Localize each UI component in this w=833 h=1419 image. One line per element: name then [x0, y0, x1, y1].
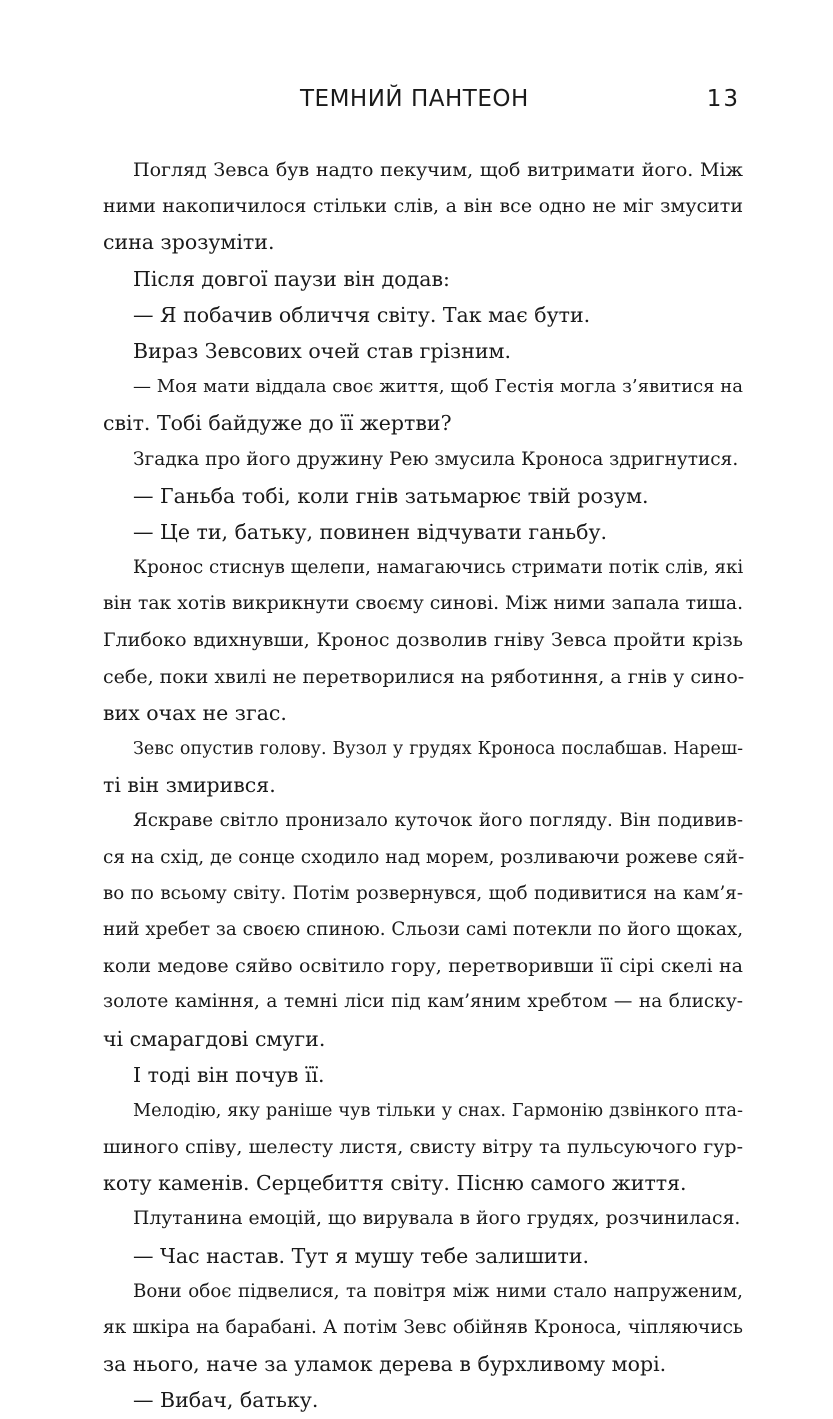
- text-line: — Це ти, батьку, повинен відчувати ганьбу.: [133, 519, 608, 544]
- text-line: ними накопичилося стільки слів, а він все одно не міг змусити: [103, 195, 743, 218]
- text-line: себе, поки хвилі не перетворилися на рябoтиння, а гнів у сино-: [103, 665, 745, 688]
- text-line: Вони обоє підвелися, та повітря між ними стало напруженим,: [133, 1280, 743, 1302]
- text-line: він так хотів викрикнути своєму синові. Між ними запала тиша.: [103, 593, 744, 615]
- text-line: Після довгої паузи він додав:: [133, 266, 450, 291]
- text-line: шиного співу, шелесту листя, свисту вітру та пульсуючого гур-: [103, 1136, 743, 1159]
- text-line: Зевс опустив голову. Вузол у грудях Кроноса послабшав. Нареш-: [133, 739, 743, 759]
- text-line: вих очах не згас.: [103, 700, 287, 725]
- text-line: — Вибач, батьку.: [133, 1388, 319, 1413]
- text-line: Яскраве світло пронизало куточок його погляду. Він подивив-: [133, 810, 743, 832]
- text-line: — Час настав. Тут я мушу тебе залишити.: [133, 1243, 590, 1268]
- text-line: — Моя мати віддала своє життя, щоб Гестія могла з’явитися на: [133, 376, 743, 398]
- text-line: Глибоко вдихнувши, Кронос дозволив гніву Зевса пройти крізь: [103, 629, 743, 652]
- running-head: [300, 86, 740, 116]
- text-line: коту каменів. Серцебиття світу. Пісню самого життя.: [103, 1171, 687, 1196]
- text-line: во по всьому світу. Потім розвернувся, щоб подивитися на кам’я-: [103, 882, 743, 904]
- text-line: Кронос стиснув щелепи, намагаючись стримати потік слів, які: [133, 557, 744, 579]
- text-line: коли медове сяйво освітило гору, перетворивши її сірі скелі на: [103, 955, 743, 978]
- text-line: чі смарагдові смуги.: [103, 1026, 326, 1051]
- text-line: ті він змирився.: [103, 773, 276, 798]
- body-text: [103, 152, 743, 1419]
- text-line: — Я побачив обличчя світу. Так має бути.: [133, 302, 591, 327]
- text-line: Погляд Зевса був надто пекучим, щоб витримати його. Між: [133, 159, 743, 181]
- text-line: І тоді він почув її.: [133, 1062, 325, 1087]
- text-line: Мелодію, яку раніше чув тільки у снах. Гармонію дзвінкого пта-: [133, 1100, 743, 1121]
- text-line: як шкіра на барабані. А потім Зевс обійняв Кроноса, чіпляючись: [103, 1317, 743, 1338]
- page-number: 13: [706, 86, 740, 112]
- text-line: сина зрозуміти.: [103, 230, 275, 255]
- text-line: — Ганьба тобі, коли гнів затьмарює твій розум.: [133, 483, 649, 508]
- text-line: Вираз Зевсових очей став грізним.: [133, 338, 512, 363]
- text-line: ний хребет за своєю спиною. Сльози самі потекли по його щоках,: [103, 918, 743, 940]
- text-line: світ. Тобі байдуже до її жертви?: [103, 411, 452, 436]
- text-line: ся на схід, де сонце сходило над морем, розливаючи рожеве сяй-: [103, 846, 745, 868]
- text-line: золоте каміння, а темні ліси під кам’яним хребтом — на блиску-: [103, 991, 743, 1013]
- running-title: ТЕМНИЙ ПАНТЕОН: [300, 86, 529, 112]
- text-line: Плутанина емоцій, що вирувала в його грудях, розчинилася.: [133, 1208, 741, 1230]
- text-line: за нього, наче за уламок дерева в бурхливому морі.: [103, 1352, 667, 1377]
- text-line: Згадка про його дружину Рею змусила Кроноса здригнутися.: [133, 448, 739, 470]
